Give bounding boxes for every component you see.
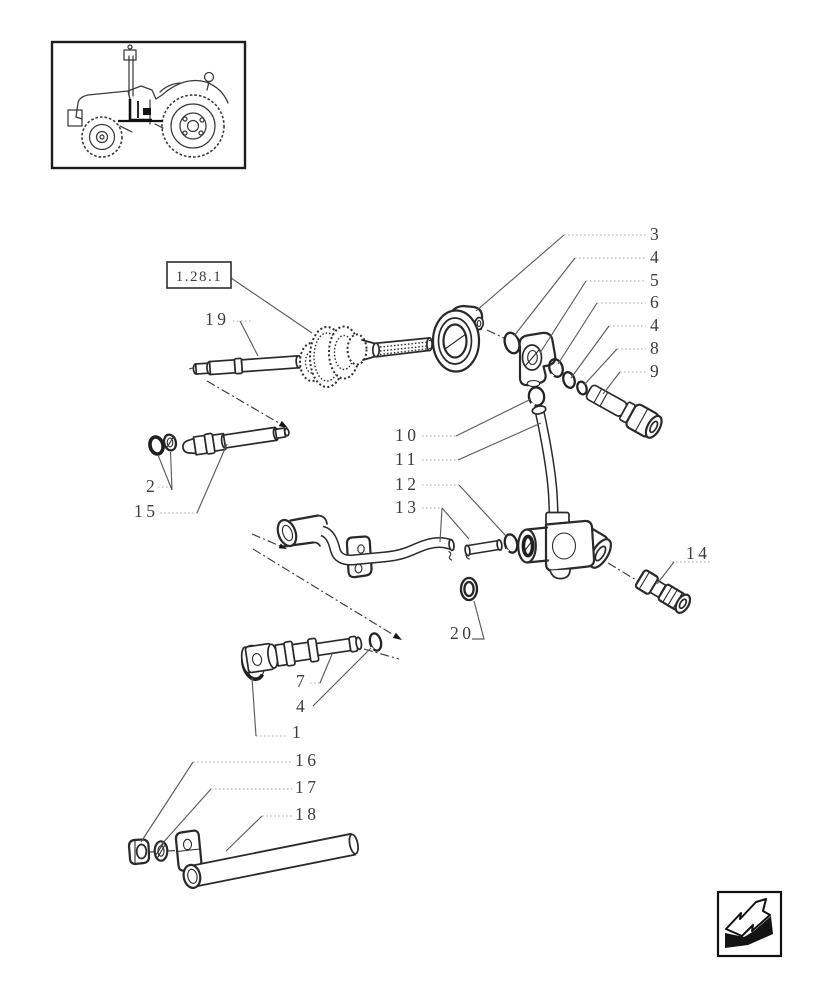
shaft-15 bbox=[181, 422, 290, 458]
bearing-housing bbox=[433, 306, 484, 372]
seal-ring-2a bbox=[148, 436, 165, 456]
callout-5 bbox=[540, 270, 662, 353]
callout-label-16[interactable]: 16 bbox=[295, 750, 320, 770]
callout-4b bbox=[571, 315, 662, 378]
callout-4a bbox=[514, 247, 662, 336]
shaft-19 bbox=[193, 354, 302, 377]
snap-ring-12 bbox=[503, 533, 519, 554]
callout-label-12[interactable]: 12 bbox=[395, 474, 420, 494]
callout-label-3[interactable]: 3 bbox=[650, 224, 663, 244]
callout-label-7[interactable]: 7 bbox=[296, 671, 309, 691]
tube-18 bbox=[176, 831, 360, 890]
callout-14 bbox=[657, 543, 711, 584]
fitting-14 bbox=[635, 569, 693, 615]
callout-13 bbox=[395, 497, 469, 542]
washer-2b bbox=[162, 433, 177, 451]
callout-label-4b[interactable]: 4 bbox=[650, 315, 663, 335]
callout-label-10[interactable]: 10 bbox=[395, 425, 420, 445]
nav-arrow-button[interactable] bbox=[718, 892, 781, 956]
callout-6 bbox=[558, 292, 662, 364]
spool-7 bbox=[240, 630, 363, 674]
callout-label-13[interactable]: 13 bbox=[395, 497, 420, 517]
callout-label-18[interactable]: 18 bbox=[295, 804, 320, 824]
callout-label-9[interactable]: 9 bbox=[650, 361, 663, 381]
gear-cluster bbox=[300, 327, 437, 388]
o-ring-20 bbox=[461, 578, 477, 600]
ref-box[interactable] bbox=[167, 262, 312, 333]
callout-label-17[interactable]: 17 bbox=[295, 777, 320, 797]
valve-body bbox=[518, 513, 615, 579]
tractor-thumbnail[interactable] bbox=[52, 42, 245, 168]
callout-label-14[interactable]: 14 bbox=[686, 543, 711, 563]
callout-19 bbox=[205, 309, 258, 356]
pipe-13 bbox=[274, 516, 502, 578]
callout-label-4c[interactable]: 4 bbox=[296, 696, 309, 716]
banjo-bolt bbox=[583, 380, 666, 442]
callout-label-4a[interactable]: 4 bbox=[650, 247, 663, 267]
elbow-fitting bbox=[520, 333, 556, 387]
callout-label-6[interactable]: 6 bbox=[650, 292, 663, 312]
callout-label-2[interactable]: 2 bbox=[146, 476, 159, 496]
callout-label-5[interactable]: 5 bbox=[650, 270, 663, 290]
pipe-11 bbox=[532, 405, 554, 518]
callout-3 bbox=[476, 224, 662, 311]
callout-label-20[interactable]: 20 bbox=[450, 623, 475, 643]
callout-20 bbox=[450, 601, 484, 643]
callout-10 bbox=[395, 399, 531, 445]
callout-9 bbox=[603, 361, 662, 394]
callout-label-11[interactable]: 11 bbox=[395, 449, 419, 469]
callout-label-1[interactable]: 1 bbox=[292, 722, 305, 742]
callout-label-8[interactable]: 8 bbox=[650, 338, 663, 358]
callout-16 bbox=[141, 750, 320, 842]
snap-ring-10 bbox=[527, 386, 545, 407]
nut-16 bbox=[129, 840, 149, 865]
callout-label-19[interactable]: 19 bbox=[205, 309, 230, 329]
callout-2 bbox=[146, 452, 172, 496]
centerlines bbox=[149, 330, 641, 852]
callout-label-15[interactable]: 15 bbox=[134, 501, 159, 521]
ref-box-label[interactable]: 1.28.1 bbox=[175, 269, 223, 285]
